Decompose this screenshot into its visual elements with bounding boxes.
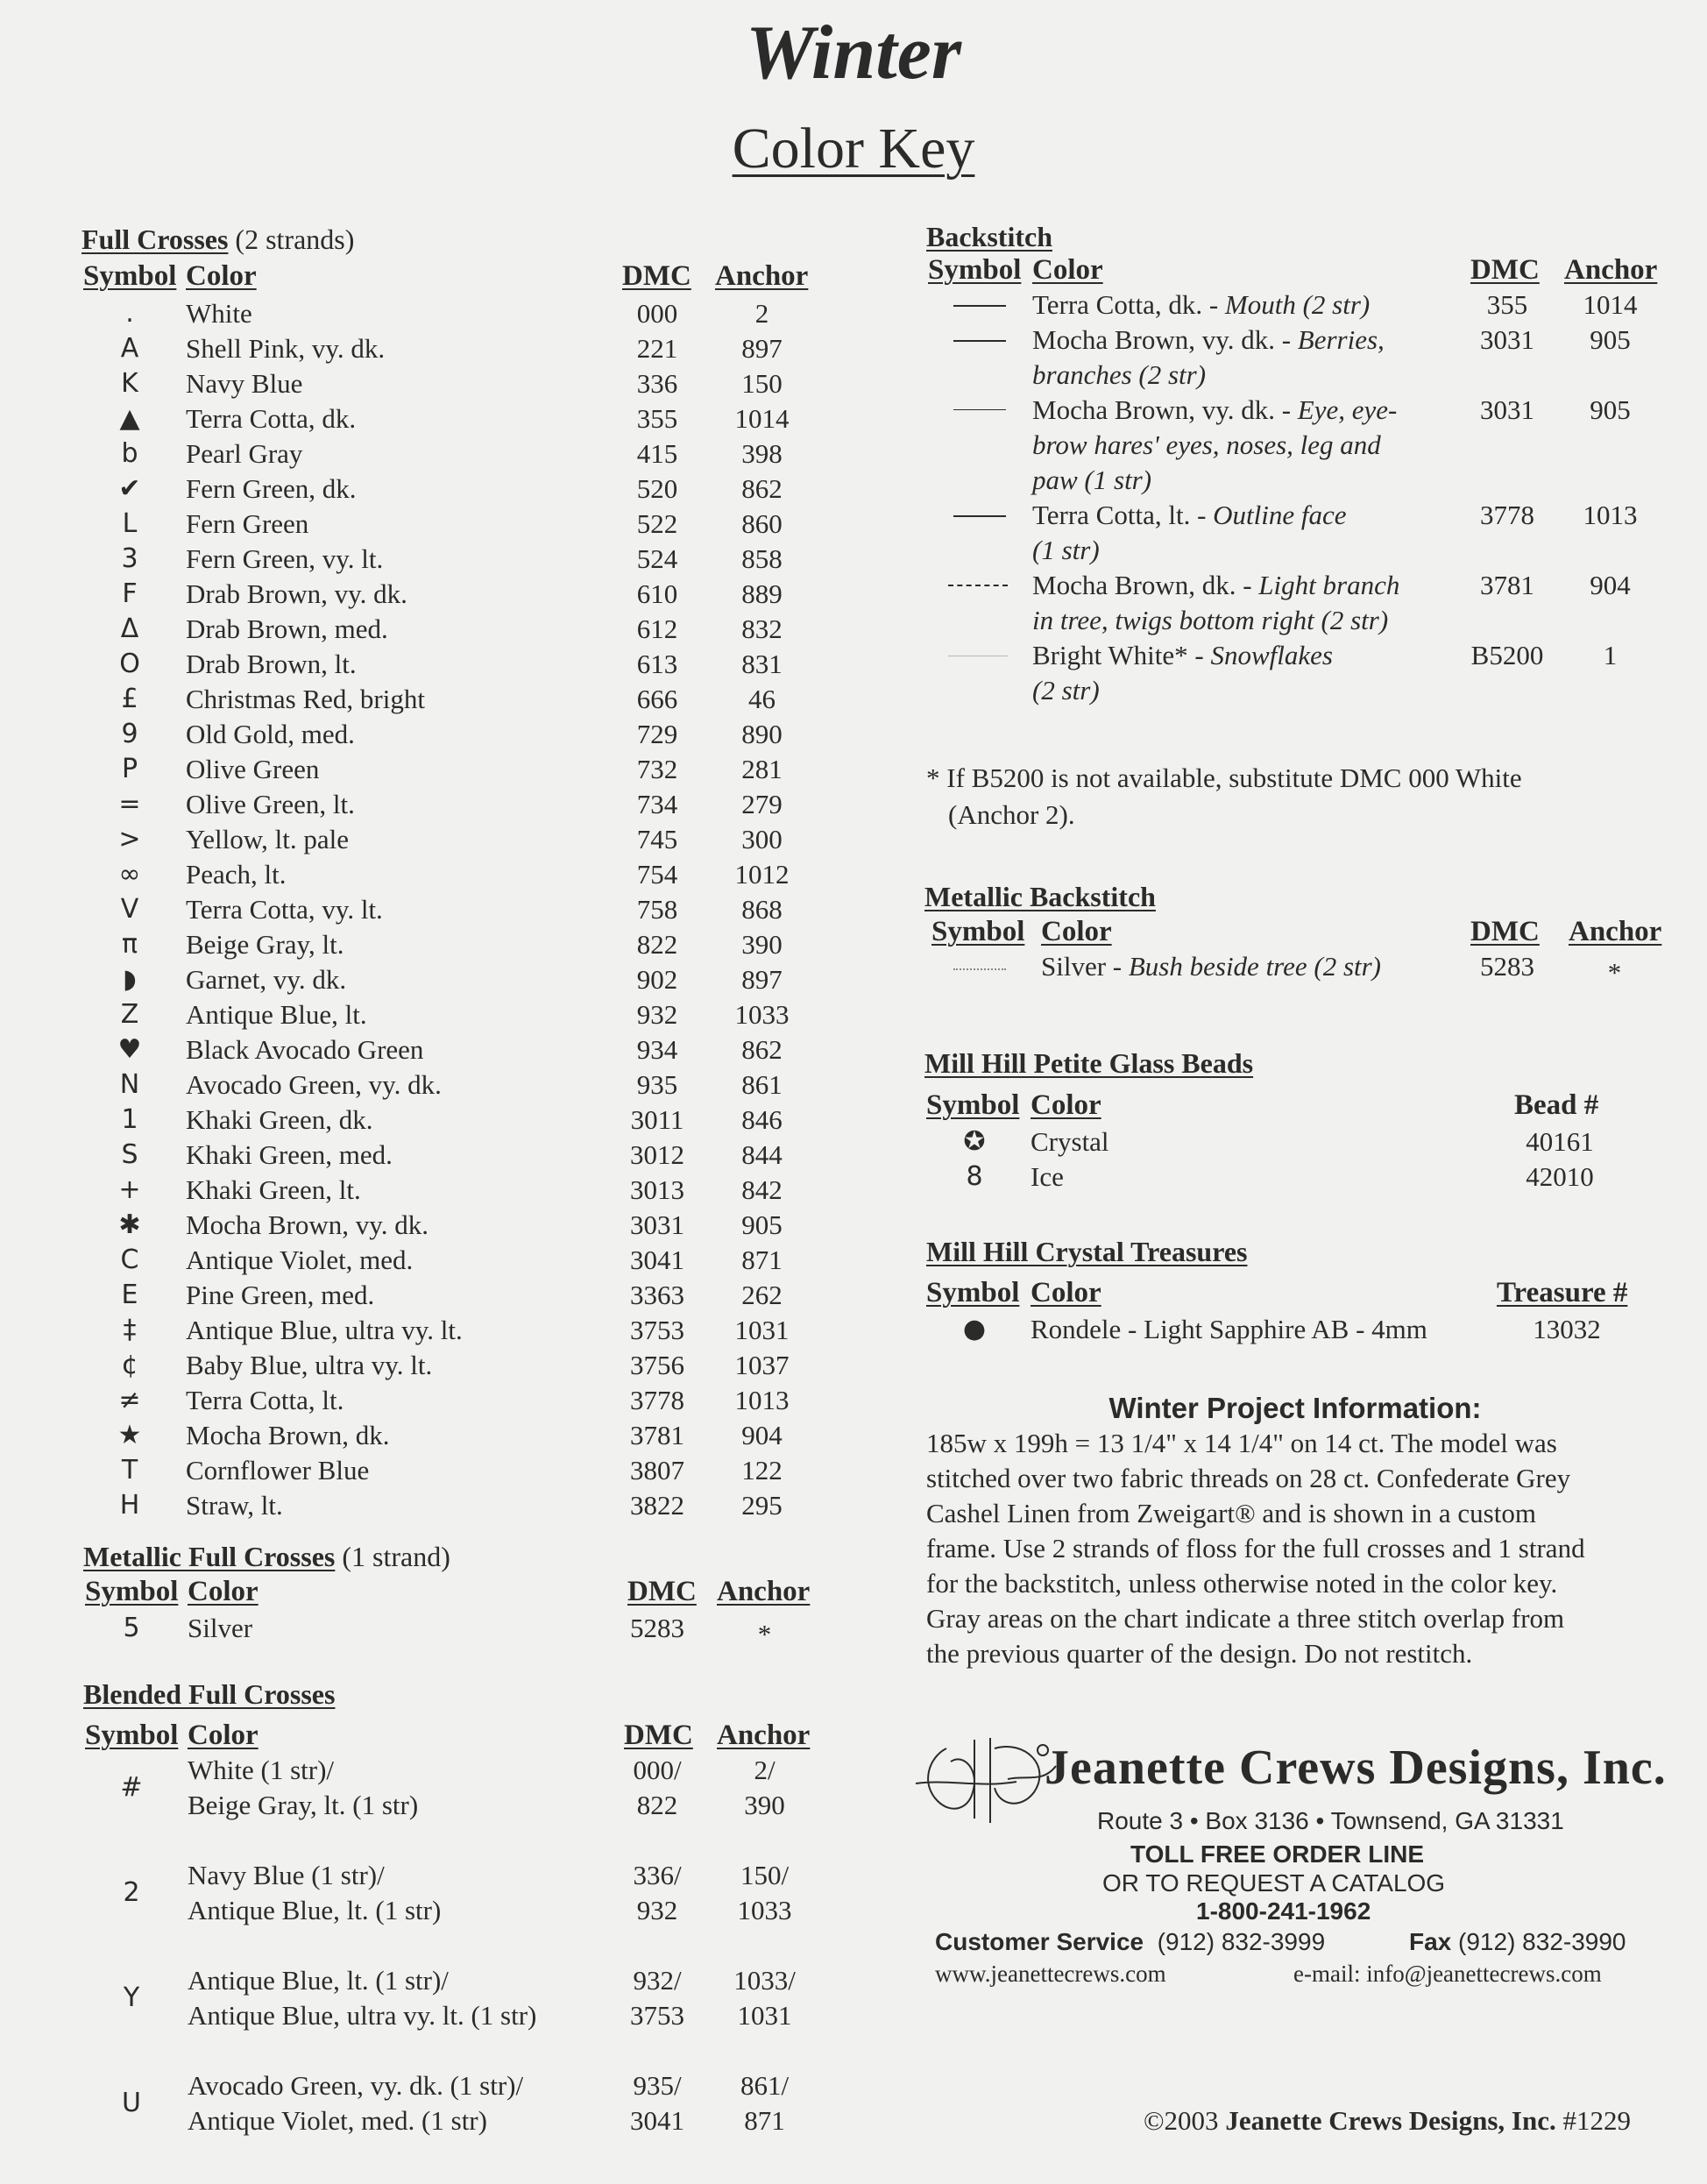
company-address: Route 3 • Box 3136 • Townsend, GA 31331 <box>1097 1807 1564 1834</box>
fc-dmc: 932 <box>636 999 678 1030</box>
fc-symbol: ♥ <box>117 1034 142 1065</box>
fc-symbol: S <box>121 1139 138 1170</box>
fc-anchor: 846 <box>741 1104 783 1135</box>
fc-anchor: 295 <box>741 1490 783 1521</box>
blend-color: Beige Gray, lt. (1 str) <box>188 1790 419 1820</box>
fc-dmc: 3363 <box>630 1280 684 1310</box>
fc-dmc: 934 <box>636 1034 678 1065</box>
blend-anchor: 150/ <box>740 1860 790 1890</box>
fc-anchor: 281 <box>741 754 783 784</box>
blend-color: Antique Blue, ultra vy. lt. (1 str) <box>188 2000 537 2031</box>
bs-col-dmc: DMC <box>1470 254 1540 286</box>
fc-symbol: ◗ <box>123 964 137 995</box>
fc-symbol: 3 <box>121 543 138 574</box>
fc-color: Straw, lt. <box>186 1490 283 1521</box>
fc-symbol: F <box>122 578 138 609</box>
bs-row-2-cont: branches (2 str) <box>1032 359 1207 390</box>
fc-anchor: 862 <box>741 1034 783 1065</box>
page-title: Winter <box>745 11 962 96</box>
fc-symbol: T <box>121 1455 138 1486</box>
fc-color: Cornflower Blue <box>186 1455 370 1486</box>
email-link[interactable]: e-mail: info@jeanettecrews.com <box>1293 1961 1602 1987</box>
tr-col-color: Color <box>1031 1277 1101 1308</box>
beads-col-symbol: Symbol <box>926 1089 1020 1121</box>
fc-anchor: 858 <box>741 543 783 574</box>
fc-anchor: 1014 <box>734 403 790 434</box>
fc-color: Navy Blue <box>186 368 303 399</box>
mf-dmc: 5283 <box>630 1613 684 1643</box>
fc-dmc: 935 <box>636 1069 678 1100</box>
fc-dmc: 3753 <box>630 1315 684 1345</box>
mb-anchor: * <box>1607 957 1622 988</box>
fc-color: Garnet, vy. dk. <box>186 964 347 995</box>
order-phone: 1-800-241-1962 <box>1196 1897 1371 1925</box>
fc-dmc: 524 <box>636 543 678 574</box>
fc-dmc: 613 <box>636 649 678 679</box>
blend-dmc: 932 <box>636 1895 678 1925</box>
fc-dmc: 729 <box>636 719 678 749</box>
fc-color: Black Avocado Green <box>186 1034 424 1065</box>
beads-col-color: Color <box>1031 1089 1101 1121</box>
bs-row-3-cont: paw (1 str) <box>1032 464 1152 495</box>
catalog-line: OR TO REQUEST A CATALOG <box>1102 1869 1446 1897</box>
backstitch-line-sample <box>953 340 1006 342</box>
bs-anchor-2: 905 <box>1590 324 1631 355</box>
fc-anchor: 897 <box>741 333 783 364</box>
blend-color: White (1 str)/ <box>188 1755 335 1785</box>
fc-anchor: 904 <box>741 1420 783 1450</box>
mf-anchor: * <box>757 1619 772 1649</box>
fc-color: Antique Blue, lt. <box>186 999 367 1030</box>
fc-anchor: 398 <box>741 438 783 469</box>
bs-row-5-cont: in tree, twigs bottom right (2 str) <box>1032 605 1389 635</box>
mb-col-dmc: DMC <box>1470 916 1540 947</box>
fc-symbol: ★ <box>117 1420 142 1450</box>
blend-color: Antique Blue, lt. (1 str)/ <box>188 1965 449 1996</box>
mb-col-symbol: Symbol <box>931 916 1025 947</box>
fax: Fax (912) 832-3990 <box>1409 1928 1626 1955</box>
fc-symbol: N <box>119 1069 140 1100</box>
fc-color: Terra Cotta, lt. <box>186 1385 344 1415</box>
tr-col-symbol: Symbol <box>926 1277 1020 1308</box>
fc-symbol: H <box>119 1490 140 1521</box>
bs-row-6-cont: (2 str) <box>1032 675 1100 706</box>
fc-color: White <box>186 298 252 329</box>
fc-color: Fern Green, vy. lt. <box>186 543 384 574</box>
bl-col-anchor: Anchor <box>717 1720 811 1751</box>
fc-symbol: ≠ <box>118 1385 141 1415</box>
blend-anchor: 390 <box>744 1790 785 1820</box>
backstitch-line-sample <box>953 305 1006 307</box>
fc-dmc: 336 <box>636 368 678 399</box>
fc-anchor: 890 <box>741 719 783 749</box>
fc-anchor: 905 <box>741 1209 783 1240</box>
fc-symbol: = <box>118 789 141 819</box>
bs-dmc-6: B5200 <box>1470 640 1544 670</box>
fc-color: Mocha Brown, dk. <box>186 1420 390 1450</box>
fc-anchor: 1031 <box>734 1315 790 1345</box>
fc-symbol: O <box>119 649 140 679</box>
mb-dmc: 5283 <box>1480 951 1534 982</box>
fc-symbol: b <box>121 438 138 469</box>
fc-symbol: π <box>121 929 138 960</box>
fc-color: Peach, lt. <box>186 859 287 890</box>
bs-row-4-cont: (1 str) <box>1032 535 1100 565</box>
fc-symbol: + <box>118 1174 141 1205</box>
bead-symbol: ✪ <box>963 1126 986 1157</box>
blend-dmc: 3041 <box>630 2105 684 2136</box>
fc-anchor: 1013 <box>734 1385 790 1415</box>
blend-symbol: U <box>122 2088 141 2118</box>
fc-color: Mocha Brown, vy. dk. <box>186 1209 429 1240</box>
bl-col-color: Color <box>188 1720 259 1751</box>
fc-anchor: 831 <box>741 649 783 679</box>
fc-symbol: Z <box>120 999 139 1030</box>
fc-symbol: ▲ <box>119 403 140 434</box>
mb-col-anchor: Anchor <box>1569 916 1662 947</box>
bs-anchor-1: 1014 <box>1583 289 1638 320</box>
blend-anchor: 2/ <box>754 1755 776 1785</box>
fc-dmc: 732 <box>636 754 678 784</box>
fc-symbol: 1 <box>121 1104 138 1135</box>
metallic-back-heading: Metallic Backstitch <box>924 881 1156 912</box>
fc-anchor: 862 <box>741 473 783 504</box>
fc-color: Drab Brown, lt. <box>186 649 357 679</box>
fc-color: Antique Violet, med. <box>186 1244 414 1275</box>
bs-dmc-4: 3778 <box>1480 500 1534 530</box>
fc-anchor: 868 <box>741 894 783 925</box>
fc-anchor: 832 <box>741 613 783 644</box>
fc-dmc: 355 <box>636 403 678 434</box>
fc-symbol: K <box>121 368 138 399</box>
beads-col-bead: Bead # <box>1514 1089 1599 1121</box>
fc-symbol: ¢ <box>121 1350 138 1380</box>
mf-color: Silver <box>188 1613 253 1643</box>
fc-anchor: 1037 <box>734 1350 790 1380</box>
blend-dmc: 3753 <box>630 2000 684 2031</box>
fc-dmc: 3778 <box>630 1385 684 1415</box>
backstitch-footnote: * If B5200 is not available, substitute DMC 000 White <box>926 762 1522 793</box>
bead-symbol: 8 <box>966 1161 983 1192</box>
blend-symbol: # <box>120 1772 143 1803</box>
fc-col-symbol: Symbol <box>83 260 177 292</box>
fc-color: Olive Green, lt. <box>186 789 355 819</box>
fc-color: Olive Green <box>186 754 320 784</box>
fc-dmc: 520 <box>636 473 678 504</box>
fc-symbol: E <box>121 1280 138 1310</box>
blend-color: Antique Blue, lt. (1 str) <box>188 1895 442 1925</box>
fc-color: Yellow, lt. pale <box>186 824 349 854</box>
fc-symbol: ∞ <box>118 859 141 890</box>
metallic-line-sample <box>953 968 1006 970</box>
bead-number: 42010 <box>1526 1161 1594 1192</box>
fc-color: Old Gold, med. <box>186 719 355 749</box>
mb-col-color: Color <box>1041 916 1112 947</box>
fc-color: Shell Pink, vy. dk. <box>186 333 386 364</box>
fc-dmc: 612 <box>636 613 678 644</box>
fc-anchor: 897 <box>741 964 783 995</box>
backstitch-line-sample <box>953 515 1006 517</box>
treasure-number: 13032 <box>1533 1314 1601 1344</box>
fc-dmc: 3013 <box>630 1174 684 1205</box>
bs-dmc-2: 3031 <box>1480 324 1534 355</box>
fc-dmc: 3756 <box>630 1350 684 1380</box>
fc-anchor: 842 <box>741 1174 783 1205</box>
project-info-line: for the backstitch, unless otherwise noted in the color key. <box>926 1568 1558 1599</box>
blend-symbol: Y <box>123 1982 140 2013</box>
fc-color: Drab Brown, vy. dk. <box>186 578 407 609</box>
bead-number: 40161 <box>1526 1126 1594 1157</box>
blend-color: Antique Violet, med. (1 str) <box>188 2105 487 2136</box>
blend-dmc: 000/ <box>633 1755 682 1785</box>
blend-dmc: 932/ <box>633 1965 682 1996</box>
fc-dmc: 3807 <box>630 1455 684 1486</box>
fc-dmc: 221 <box>636 333 678 364</box>
bs-row-4: Terra Cotta, lt. - Outline face <box>1032 500 1347 530</box>
fc-anchor: 860 <box>741 508 783 539</box>
metallic-full-heading: Metallic Full Crosses (1 strand) <box>83 1541 450 1572</box>
fc-symbol: A <box>120 333 139 364</box>
bs-col-anchor: Anchor <box>1564 254 1658 286</box>
fc-col-dmc: DMC <box>622 260 691 292</box>
full-crosses-heading: Full Crosses (2 strands) <box>81 223 355 255</box>
fc-col-anchor: Anchor <box>715 260 809 292</box>
fc-color: Pine Green, med. <box>186 1280 375 1310</box>
backstitch-footnote-cont: (Anchor 2). <box>948 799 1075 830</box>
bs-dmc-1: 355 <box>1486 289 1528 320</box>
fc-dmc: 758 <box>636 894 678 925</box>
fc-dmc: 3031 <box>630 1209 684 1240</box>
fc-dmc: 822 <box>636 929 678 960</box>
backstitch-heading: Backstitch <box>926 221 1052 252</box>
fc-color: Avocado Green, vy. dk. <box>186 1069 442 1100</box>
fc-color: Fern Green <box>186 508 309 539</box>
fc-anchor: 1033 <box>734 999 790 1030</box>
fc-symbol: ✔ <box>118 473 141 504</box>
fc-dmc: 3041 <box>630 1244 684 1275</box>
project-info-line: Gray areas on the chart indicate a three stitch overlap from <box>926 1603 1565 1634</box>
bs-dmc-3: 3031 <box>1480 394 1534 425</box>
mb-row: Silver - Bush beside tree (2 str) <box>1041 951 1382 982</box>
blend-anchor: 1033/ <box>733 1965 796 1996</box>
fc-symbol: £ <box>121 684 138 714</box>
blend-symbol: 2 <box>123 1877 140 1908</box>
bead-color: Crystal <box>1031 1126 1109 1157</box>
mf-col-color: Color <box>188 1576 259 1607</box>
page-subtitle: Color Key <box>732 117 975 181</box>
fc-color: Terra Cotta, dk. <box>186 403 357 434</box>
bs-row-6: Bright White* - Snowflakes <box>1032 640 1333 670</box>
website-link[interactable]: www.jeanettecrews.com <box>935 1961 1166 1987</box>
fc-symbol: C <box>120 1244 139 1275</box>
fc-dmc: 3822 <box>630 1490 684 1521</box>
blend-anchor: 1031 <box>737 2000 792 2031</box>
bl-col-symbol: Symbol <box>85 1720 179 1751</box>
fc-dmc: 610 <box>636 578 678 609</box>
fc-color: Khaki Green, lt. <box>186 1174 361 1205</box>
customer-service: Customer Service (912) 832-3999 <box>935 1928 1326 1955</box>
project-heading: Winter Project Information: <box>1108 1392 1482 1424</box>
fc-anchor: 150 <box>741 368 783 399</box>
fc-symbol: V <box>120 894 139 925</box>
project-info-line: the previous quarter of the design. Do not restitch. <box>926 1638 1473 1669</box>
mf-col-symbol: Symbol <box>85 1576 179 1607</box>
bs-row-5: Mocha Brown, dk. - Light branch <box>1032 570 1400 600</box>
treasure-symbol: ● <box>962 1314 987 1344</box>
treasures-heading: Mill Hill Crystal Treasures <box>926 1236 1248 1267</box>
fc-symbol: P <box>121 754 138 784</box>
blend-dmc: 822 <box>636 1790 678 1820</box>
project-info-line: stitched over two fabric threads on 28 ct. Confederate Grey <box>926 1463 1571 1493</box>
mf-col-dmc: DMC <box>627 1576 697 1607</box>
backstitch-line-sample <box>948 585 1008 586</box>
bs-row-3: Mocha Brown, vy. dk. - Eye, eye- <box>1032 394 1398 425</box>
fc-dmc: 415 <box>636 438 678 469</box>
fc-anchor: 871 <box>741 1244 783 1275</box>
fc-color: Christmas Red, bright <box>186 684 425 714</box>
bs-anchor-3: 905 <box>1590 394 1631 425</box>
fc-symbol: ✱ <box>118 1209 141 1240</box>
beads-heading: Mill Hill Petite Glass Beads <box>924 1047 1254 1079</box>
treasure-color: Rondele - Light Sapphire AB - 4mm <box>1031 1314 1427 1344</box>
fc-symbol: Δ <box>120 613 139 644</box>
fc-color: Pearl Gray <box>186 438 303 469</box>
fc-dmc: 902 <box>636 964 678 995</box>
fc-anchor: 46 <box>748 684 776 714</box>
bs-row-3-cont: brow hares' eyes, noses, leg and <box>1032 429 1381 460</box>
fc-col-color: Color <box>186 260 257 292</box>
bead-color: Ice <box>1031 1161 1064 1192</box>
bs-col-symbol: Symbol <box>928 254 1022 286</box>
project-info-line: 185w x 199h = 13 1/4" x 14 1/4" on 14 ct. The model was <box>926 1428 1557 1458</box>
fc-anchor: 861 <box>741 1069 783 1100</box>
blend-anchor: 871 <box>744 2105 785 2136</box>
fc-anchor: 1012 <box>734 859 790 890</box>
fc-symbol: L <box>122 508 138 539</box>
fc-color: Khaki Green, dk. <box>186 1104 373 1135</box>
copyright: ©2003 Jeanette Crews Designs, Inc. #1229 <box>1144 2105 1631 2136</box>
fc-symbol: . <box>125 298 134 329</box>
mf-symbol: 5 <box>123 1613 140 1643</box>
bs-anchor-5: 904 <box>1590 570 1631 600</box>
fc-dmc: 3781 <box>630 1420 684 1450</box>
fc-symbol: > <box>118 824 141 854</box>
fc-anchor: 300 <box>741 824 783 854</box>
fc-color: Antique Blue, ultra vy. lt. <box>186 1315 463 1345</box>
toll-free-line: TOLL FREE ORDER LINE <box>1130 1840 1424 1868</box>
bs-row-1: Terra Cotta, dk. - Mouth (2 str) <box>1032 289 1371 320</box>
project-info-line: frame. Use 2 strands of floss for the full crosses and 1 strand <box>926 1533 1585 1564</box>
company-logo <box>911 1731 1060 1827</box>
fc-anchor: 844 <box>741 1139 783 1170</box>
fc-symbol: ‡ <box>123 1315 137 1345</box>
fc-anchor: 122 <box>741 1455 783 1486</box>
fc-dmc: 754 <box>636 859 678 890</box>
fc-dmc: 3011 <box>630 1104 684 1135</box>
fc-color: Fern Green, dk. <box>186 473 357 504</box>
fc-symbol: 9 <box>121 719 138 749</box>
blend-color: Avocado Green, vy. dk. (1 str)/ <box>188 2070 524 2101</box>
blend-dmc: 935/ <box>633 2070 682 2101</box>
fc-anchor: 279 <box>741 789 783 819</box>
bs-anchor-4: 1013 <box>1583 500 1638 530</box>
fc-color: Terra Cotta, vy. lt. <box>186 894 383 925</box>
blended-heading: Blended Full Crosses <box>83 1678 336 1710</box>
fc-color: Baby Blue, ultra vy. lt. <box>186 1350 433 1380</box>
blend-anchor: 861/ <box>740 2070 790 2101</box>
blend-dmc: 336/ <box>633 1860 682 1890</box>
bl-col-dmc: DMC <box>624 1720 693 1751</box>
project-info-line: Cashel Linen from Zweigart® and is shown in a custom <box>926 1498 1536 1528</box>
fc-dmc: 000 <box>636 298 678 329</box>
bs-col-color: Color <box>1032 254 1103 286</box>
backstitch-line-sample <box>953 409 1006 410</box>
fc-anchor: 2 <box>754 298 769 329</box>
bs-dmc-5: 3781 <box>1480 570 1534 600</box>
fc-color: Drab Brown, med. <box>186 613 388 644</box>
company-name: Jeanette Crews Designs, Inc. <box>1045 1741 1667 1795</box>
fc-anchor: 889 <box>741 578 783 609</box>
fc-dmc: 745 <box>636 824 678 854</box>
bs-row-2: Mocha Brown, vy. dk. - Berries, <box>1032 324 1385 355</box>
fc-dmc: 3012 <box>630 1139 684 1170</box>
fc-color: Beige Gray, lt. <box>186 929 344 960</box>
fc-dmc: 522 <box>636 508 678 539</box>
blend-color: Navy Blue (1 str)/ <box>188 1860 385 1890</box>
fc-dmc: 666 <box>636 684 678 714</box>
fc-anchor: 390 <box>741 929 783 960</box>
fc-color: Khaki Green, med. <box>186 1139 393 1170</box>
mf-col-anchor: Anchor <box>717 1576 811 1607</box>
tr-col-treasure: Treasure # <box>1497 1277 1628 1308</box>
fc-dmc: 734 <box>636 789 678 819</box>
blend-anchor: 1033 <box>737 1895 792 1925</box>
fc-anchor: 262 <box>741 1280 783 1310</box>
bs-anchor-6: 1 <box>1603 640 1618 670</box>
